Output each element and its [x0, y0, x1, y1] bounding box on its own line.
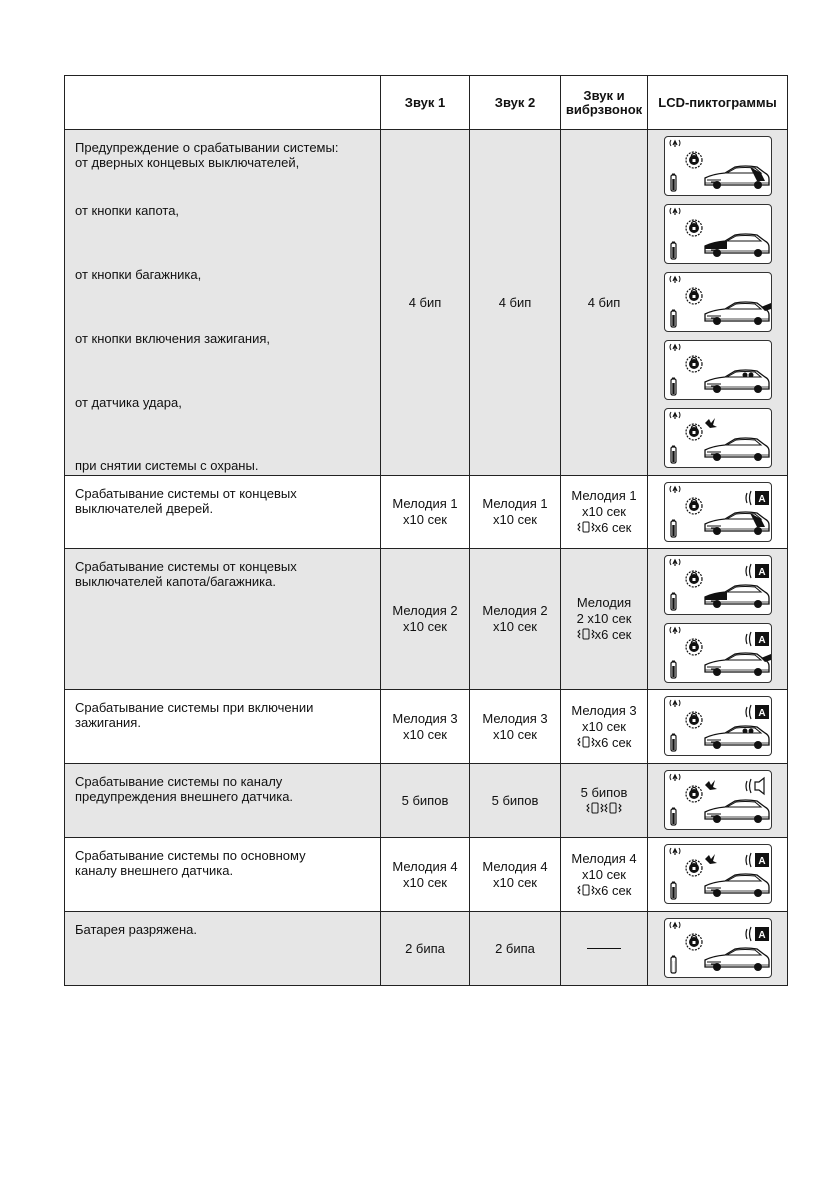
value-line: x10 сек: [493, 726, 537, 742]
lcd-cell: [647, 838, 787, 911]
sound1-value: 4 бип: [380, 130, 469, 475]
table-row: [65, 911, 787, 985]
header-description: [65, 76, 380, 129]
value-line: x10 сек: [403, 726, 447, 742]
lcd-cell: [647, 130, 787, 475]
sound2-value: [469, 690, 560, 763]
sound3-value: [560, 476, 647, 548]
header-sound-vibro: [560, 76, 647, 129]
sound2-value: 5 бипов: [469, 764, 560, 837]
lcd-ignition-alarm-icon: [664, 696, 772, 756]
description-line: Срабатывание системы при включении: [75, 700, 314, 715]
value-line: x10 сек: [403, 874, 447, 890]
description-line: Срабатывание системы от концевых: [75, 559, 297, 574]
lcd-door-icon: [664, 136, 772, 196]
value-line: Мелодия 3: [482, 710, 548, 726]
value-line: Мелодия 4: [482, 858, 548, 874]
sound1-value: [380, 838, 469, 911]
vibration-duration: x6 сек: [594, 734, 632, 750]
description-line: Срабатывание системы от концевых: [75, 486, 297, 501]
value-line: [577, 627, 632, 643]
table-row: [65, 763, 787, 837]
row-description: [65, 690, 380, 763]
table-row: [65, 689, 787, 763]
lcd-hood-icon: [664, 204, 772, 264]
vibration-icon: [577, 884, 595, 896]
description-line: Срабатывание системы по каналу: [75, 774, 283, 789]
lcd-trunk-alarm-icon: [664, 623, 772, 683]
description-line: предупреждения внешнего датчика.: [75, 789, 294, 804]
alarm-signals-table: [64, 75, 788, 986]
lcd-cell: [647, 764, 787, 837]
sound3-value: [560, 764, 647, 837]
value-line: [577, 735, 632, 751]
value-line: x10 сек: [493, 512, 537, 527]
value-line: Мелодия 3: [392, 710, 458, 726]
table-header: [65, 76, 787, 129]
lcd-alarm-letter: A: [758, 708, 766, 719]
vibration-duration: x6 сек: [594, 882, 632, 898]
lcd-external-sensor-warning-icon: [664, 770, 772, 830]
row-description: [65, 549, 380, 689]
lcd-alarm-letter: A: [758, 494, 766, 505]
sound2-value: 2 бипа: [469, 912, 560, 985]
value-line: [586, 801, 622, 817]
lcd-battery-low-icon: [664, 918, 772, 978]
value-line: Мелодия: [576, 595, 632, 610]
sound1-value: 2 бипа: [380, 912, 469, 985]
lcd-trunk-icon: [664, 272, 772, 332]
value-line: x10 сек: [493, 619, 537, 634]
value-line: 2 x10 сек: [576, 611, 632, 626]
vibration-icon: [604, 802, 622, 814]
sound2-value: [469, 476, 560, 548]
value-line: x10 сек: [403, 619, 447, 634]
header-lcd: LCD-пиктограммы: [647, 76, 787, 129]
lcd-ignition-icon: [664, 340, 772, 400]
table-row: [65, 548, 787, 689]
sound3-value: [560, 549, 647, 689]
header-sound1: Звук 1: [380, 76, 469, 129]
sound2-value: [469, 838, 560, 911]
row-description: [65, 912, 380, 985]
vibration-duration: x6 сек: [594, 627, 632, 642]
description-line: выключателей дверей.: [75, 501, 214, 516]
value-line: x10 сек: [493, 874, 537, 890]
sound2-value: 4 бип: [469, 130, 560, 475]
sub-hood: от кнопки капота,: [75, 203, 180, 218]
lcd-hood-alarm-icon: [664, 555, 772, 615]
sound1-value: 5 бипов: [380, 764, 469, 837]
value-line: Мелодия 1: [571, 488, 637, 503]
value-line: Мелодия 2: [482, 603, 548, 618]
sound3-value: [560, 690, 647, 763]
header-sound2: Звук 2: [469, 76, 560, 129]
lcd-alarm-letter: A: [758, 567, 766, 578]
lcd-shock-icon: [664, 408, 772, 468]
no-value-dash: [587, 948, 621, 949]
value-line: Мелодия 4: [571, 850, 637, 866]
header-sound-vibro-line2: вибрзвонок: [565, 101, 643, 117]
description-line: зажигания.: [75, 715, 141, 730]
sub-trunk: от кнопки багажника,: [75, 267, 202, 282]
sub-ignition: от кнопки включения зажигания,: [75, 331, 271, 346]
value-line: 5 бипов: [580, 784, 628, 800]
sound1-value: [380, 476, 469, 548]
value-line: Мелодия 2: [392, 603, 458, 618]
value-line: Мелодия 1: [482, 496, 548, 511]
lcd-external-sensor-alarm-icon: [664, 844, 772, 904]
vibration-icon: [586, 802, 604, 814]
description-line: выключателей капота/багажника.: [75, 574, 276, 589]
value-line: [577, 883, 632, 899]
vibration-icon: [577, 628, 595, 640]
sub-disarm: при снятии системы с охраны.: [75, 458, 259, 473]
sound3-value: [560, 838, 647, 911]
value-line: [577, 520, 632, 536]
value-line: x10 сек: [582, 866, 626, 882]
row-description: [65, 476, 380, 548]
value-line: Мелодия 1: [392, 496, 458, 511]
row-description: [65, 764, 380, 837]
sub-shock: от датчика удара,: [75, 395, 182, 410]
value-line: Мелодия 4: [392, 858, 458, 874]
vibration-icon: [577, 736, 595, 748]
lcd-alarm-letter: A: [758, 930, 766, 941]
lcd-cell: [647, 549, 787, 689]
lcd-door-alarm-icon: [664, 482, 772, 542]
value-line: Мелодия 3: [571, 702, 637, 718]
vibration-duration: x6 сек: [594, 520, 632, 535]
header-sound-vibro-line1: Звук и: [583, 87, 625, 103]
description-line: от дверных концевых выключателей,: [75, 155, 300, 170]
lcd-alarm-letter: A: [758, 635, 766, 646]
lcd-cell: [647, 690, 787, 763]
vibration-icon: [577, 521, 595, 533]
lcd-alarm-letter: A: [758, 856, 766, 867]
lcd-cell: [647, 912, 787, 985]
description-line: Батарея разряжена.: [75, 922, 197, 937]
row-description: [65, 130, 380, 475]
value-line: x10 сек: [582, 718, 626, 734]
lcd-cell: [647, 476, 787, 548]
table-row: [65, 837, 787, 911]
description-line: каналу внешнего датчика.: [75, 863, 234, 878]
sound3-value: [560, 912, 647, 985]
description-line: Срабатывание системы по основному: [75, 848, 306, 863]
sound1-value: [380, 549, 469, 689]
sound2-value: [469, 549, 560, 689]
row-description: [65, 838, 380, 911]
table-row: [65, 129, 787, 475]
sound3-value: 4 бип: [560, 130, 647, 475]
value-line: x10 сек: [582, 504, 626, 519]
table-row: [65, 475, 787, 548]
description-line: Предупреждение о срабатывании системы:: [75, 140, 339, 155]
value-line: x10 сек: [403, 512, 447, 527]
sound1-value: [380, 690, 469, 763]
